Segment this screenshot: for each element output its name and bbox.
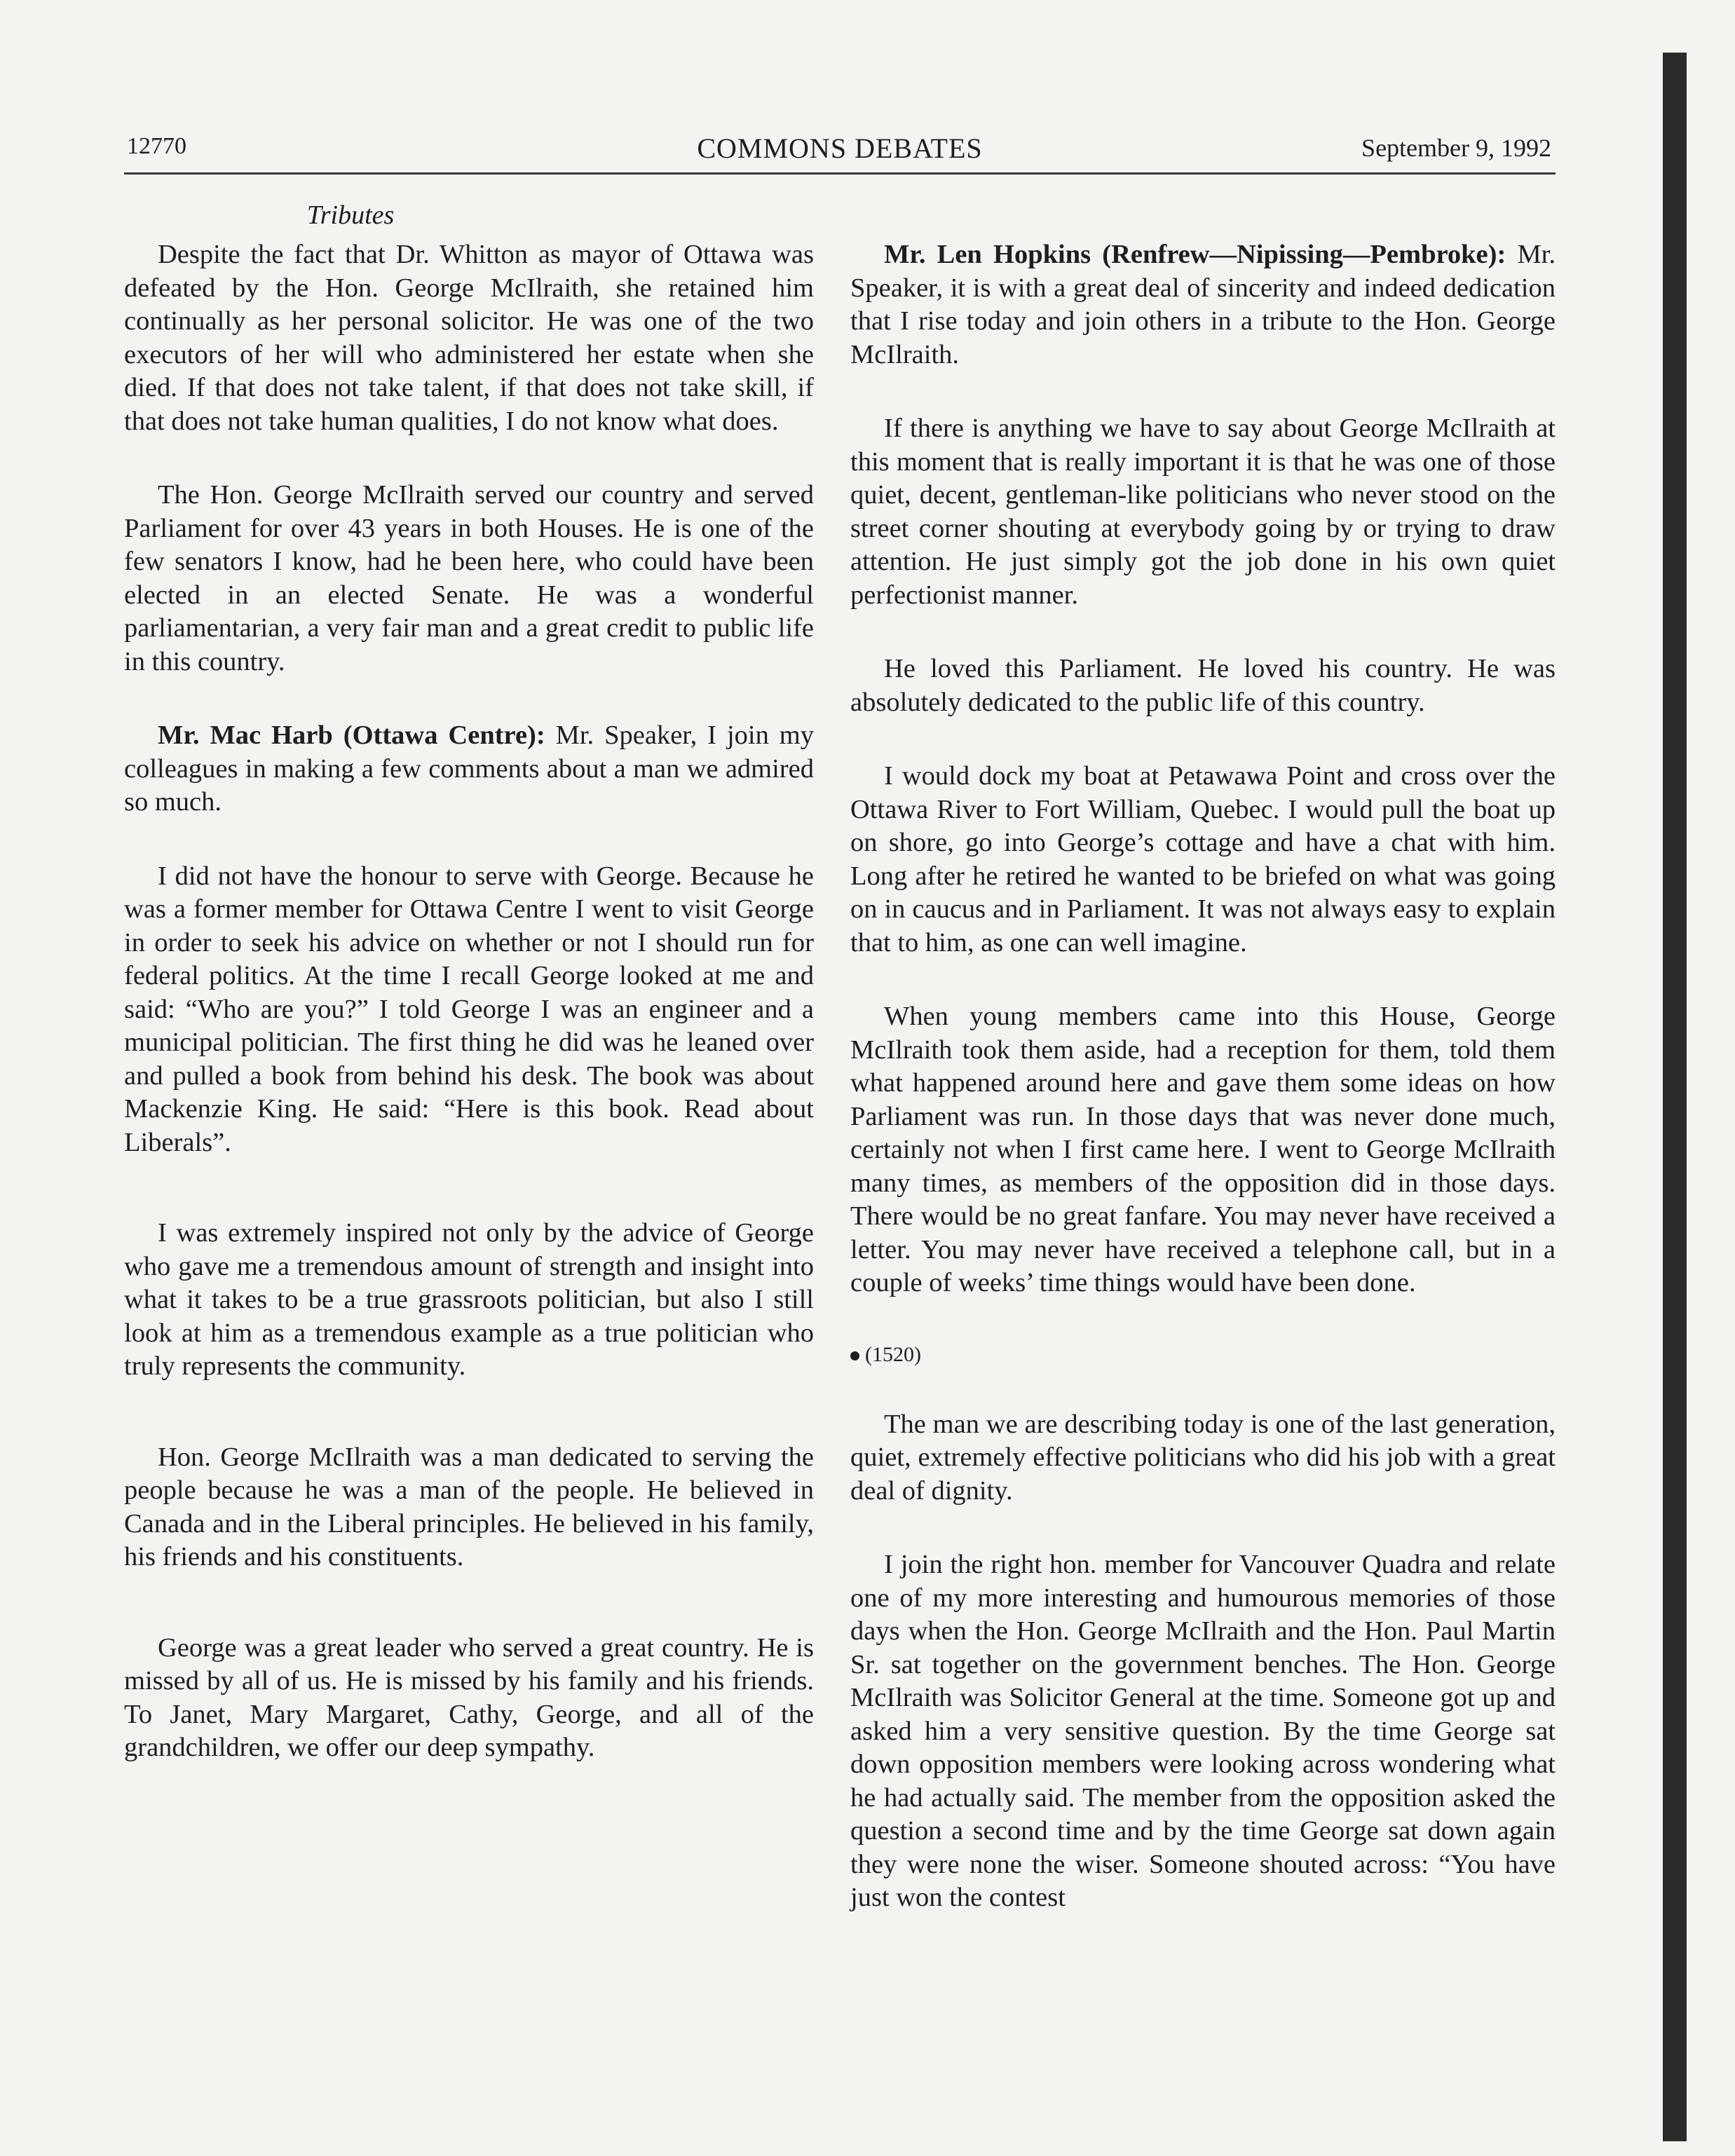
paragraph: The man we are describing today is one of the last generation, quiet, extremely effective politicians who did his job with a great deal of dignity. bbox=[850, 1409, 1556, 1506]
paragraph: The Hon. George McIlraith served our country and served Parliament for over 43 years in both Houses. He is one of the few senators I know, had he been here, who could have been elected in an elected Senate. He was a wonderful parliamentarian, a very fair man and a great credit to public life in this country. bbox=[124, 480, 814, 676]
publication-title: COMMONS DEBATES bbox=[697, 132, 983, 164]
speech-text: Mr. Speaker, it is with a great deal of sincerity and indeed dedication that I rise today and join others in a tribute to the Hon. George McIlraith. bbox=[850, 240, 1556, 369]
timestamp-text: (1520) bbox=[865, 1342, 921, 1366]
paragraph: Despite the fact that Dr. Whitton as mayor of Ottawa was defeated by the Hon. George McIlraith, she retained him continually as her personal solicitor. He was one of the two executors of her will who administered her estate when she died. If that does not take talent, if that does not take skill, if that does not take human qualities, I do not know what does. bbox=[124, 240, 814, 436]
paragraph: I was extremely inspired not only by the advice of George who gave me a tremendous amount of strength and insight into what it takes to be a true grassroots politician, but also I still look at him as a tremendous example as a true politician who truly represents the community. bbox=[124, 1218, 814, 1381]
paragraph: He loved this Parliament. He loved his country. He was absolutely dedicated to the public life of this country. bbox=[850, 654, 1556, 717]
page-number: 12770 bbox=[127, 133, 186, 159]
left-column bbox=[124, 238, 814, 1806]
bullet-icon bbox=[850, 1351, 859, 1360]
speech-text: Mr. Speaker, I join my colleagues in making a few comments about a man we admired so much. bbox=[124, 721, 814, 817]
section-title: Tributes bbox=[306, 200, 395, 230]
paragraph: Hon. George McIlraith was a man dedicated to serving the people because he was a man of the people. He believed in Canada and in the Liberal principles. He believed in his family, his friends and his constituents. bbox=[124, 1442, 814, 1571]
paragraph: I did not have the honour to serve with George. Because he was a former member for Ottawa Centre I went to visit George in order to seek his advice on whether or not I should run for federal politics. At the time I recall George looked at me and said: “Who are you?” I told George I was an engineer and a municipal politician. The first thing he did was he leaned over and pulled a book from behind his desk. The book was about Mackenzie King. He said: “Here is this book. Read about Liberals”. bbox=[124, 861, 814, 1157]
paragraph: I would dock my boat at Petawawa Point and cross over the Ottawa River to Fort William, Quebec. I would pull the boat up on shore, go into George’s cottage and have a chat with him. Long after he retired he wanted to be briefed on what was going on in caucus and in Parliament. It was not always easy to explain that to him, as one can well imagine. bbox=[850, 761, 1556, 957]
page-date: September 9, 1992 bbox=[1361, 134, 1551, 162]
timestamp bbox=[850, 1341, 1556, 1369]
speaker-name: Mr. Len Hopkins (Renfrew—Nipissing—Pembroke): bbox=[884, 240, 1506, 269]
paragraph: George was a great leader who served a great country. He is missed by all of us. He is missed by his family and his friends. To Janet, Mary Margaret, Cathy, George, and all of the grandchildren, we offer our deep sympathy. bbox=[124, 1632, 814, 1762]
paragraph: When young members came into this House, George McIlraith took them aside, had a reception for them, told them what happened around here and gave them some ideas on how Parliament was run. In those days that was never done much, certainly not when I first came here. I went to George McIlraith many times, as members of the opposition did in those days. There would be no great fanfare. You may never have received a letter. You may never have received a telephone call, but in a couple of weeks’ time things would have been done. bbox=[850, 1002, 1556, 1297]
page-header bbox=[124, 128, 1556, 175]
right-column bbox=[850, 238, 1556, 1956]
speaker-name: Mr. Mac Harb (Ottawa Centre): bbox=[158, 721, 545, 750]
speech-paragraph bbox=[850, 238, 1556, 371]
paragraph: If there is anything we have to say about George McIlraith at this moment that is really important it is that he was one of those quiet, decent, gentleman-like politicians who never stood on the street corner shouting at everybody going by or trying to draw attention. He just simply got the job done in his own quiet perfectionist manner. bbox=[850, 414, 1556, 610]
scan-edge bbox=[1663, 53, 1687, 2141]
speech-paragraph bbox=[124, 719, 814, 819]
paragraph: I join the right hon. member for Vancouver Quadra and relate one of my more interesting and humourous memories of those days when the Hon. George McIlraith and the Hon. Paul Martin Sr. sat together on the government benches. The Hon. George McIlraith was Solicitor General at the time. Someone got up and asked him a very sensitive question. By the time George sat down opposition members were looking across wondering what he had actually said. The member from the opposition asked the question a second time and by the time George sat down again they were none the wiser. Someone shouted across: “You have just won the contest bbox=[850, 1550, 1556, 1912]
